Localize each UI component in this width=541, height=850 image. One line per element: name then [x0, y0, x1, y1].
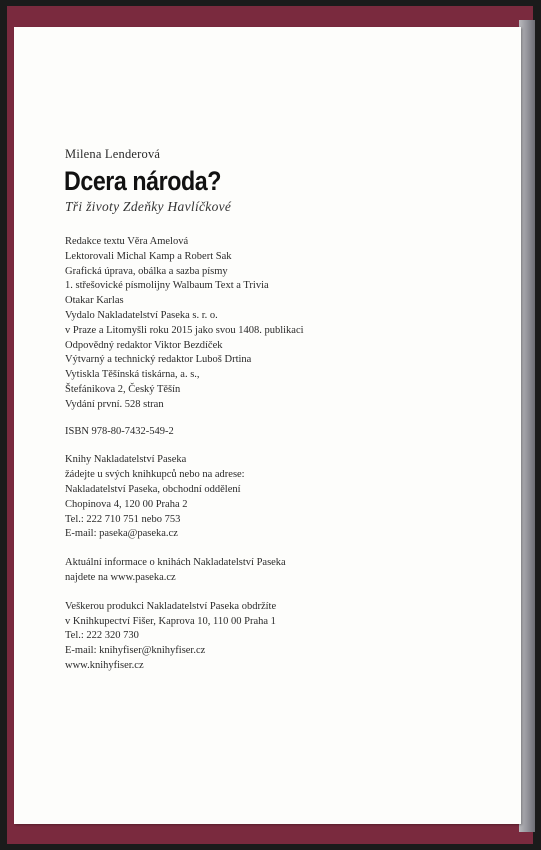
- contact-line: Chopinova 4, 120 00 Praha 2: [65, 498, 188, 510]
- page-edges: [519, 20, 535, 832]
- contact-line: Knihy Nakladatelství Paseka: [65, 454, 187, 466]
- credit-line: Redakce textu Věra Amelová: [65, 236, 189, 247]
- info-line: Aktuální informace o knihách Nakladatelství Paseka: [65, 557, 286, 569]
- credit-line: Otakar Karlas: [65, 295, 124, 307]
- isbn: ISBN 978-80-7432-549-2: [65, 425, 174, 437]
- credits-block: [65, 235, 505, 413]
- distribution-line: Tel.: 222 320 730: [65, 630, 139, 642]
- distribution-line: Veškerou produkci Nakladatelství Paseka obdržíte: [65, 600, 277, 612]
- contact-line: Nakladatelství Paseka, obchodní oddělení: [65, 483, 241, 495]
- author-name: Milena Lenderová: [65, 147, 161, 161]
- distribution-line: www.knihyfiser.cz: [65, 659, 144, 671]
- distribution-line: E-mail: knihyfiser@knihyfiser.cz: [65, 645, 206, 657]
- credit-line: Lektorovali Michal Kamp a Robert Sak: [65, 250, 232, 262]
- credit-line: Odpovědný redaktor Viktor Bezdíček: [65, 339, 223, 351]
- contact-block: [65, 453, 505, 542]
- imprint-content: [65, 147, 505, 674]
- contact-line: žádejte u svých knihkupců nebo na adrese:: [65, 469, 245, 481]
- credit-line: Vydání první. 528 stran: [65, 398, 164, 410]
- credit-line: Grafická úprava, obálka a sazba písmy: [65, 265, 228, 277]
- credit-line: Štefánikova 2, Český Těšín: [65, 383, 181, 395]
- book-subtitle: Tři životy Zdeňky Havlíčkové: [65, 199, 232, 214]
- contact-line: Tel.: 222 710 751 nebo 753: [65, 513, 181, 525]
- distribution-block: [65, 600, 505, 674]
- credit-line: Vytiskla Těšínská tiskárna, a. s.,: [65, 369, 200, 381]
- isbn-block: [65, 425, 505, 440]
- info-line: najdete na www.paseka.cz: [65, 571, 176, 583]
- contact-line: E-mail: paseka@paseka.cz: [65, 528, 178, 540]
- book-page: [14, 27, 521, 824]
- credit-line: Vydalo Nakladatelství Paseka s. r. o.: [65, 309, 218, 321]
- credit-line: Výtvarný a technický redaktor Luboš Drtina: [65, 354, 252, 366]
- info-block: [65, 556, 505, 586]
- credit-line: 1. střešovické písmolijny Walbaum Text a Trivia: [65, 280, 269, 292]
- distribution-line: v Knihkupectví Fišer, Kaprova 10, 110 00 Praha 1: [65, 615, 276, 627]
- book-title: Dcera národa?: [64, 166, 222, 196]
- credit-line: v Praze a Litomyšli roku 2015 jako svou 1408. publikaci: [65, 324, 304, 336]
